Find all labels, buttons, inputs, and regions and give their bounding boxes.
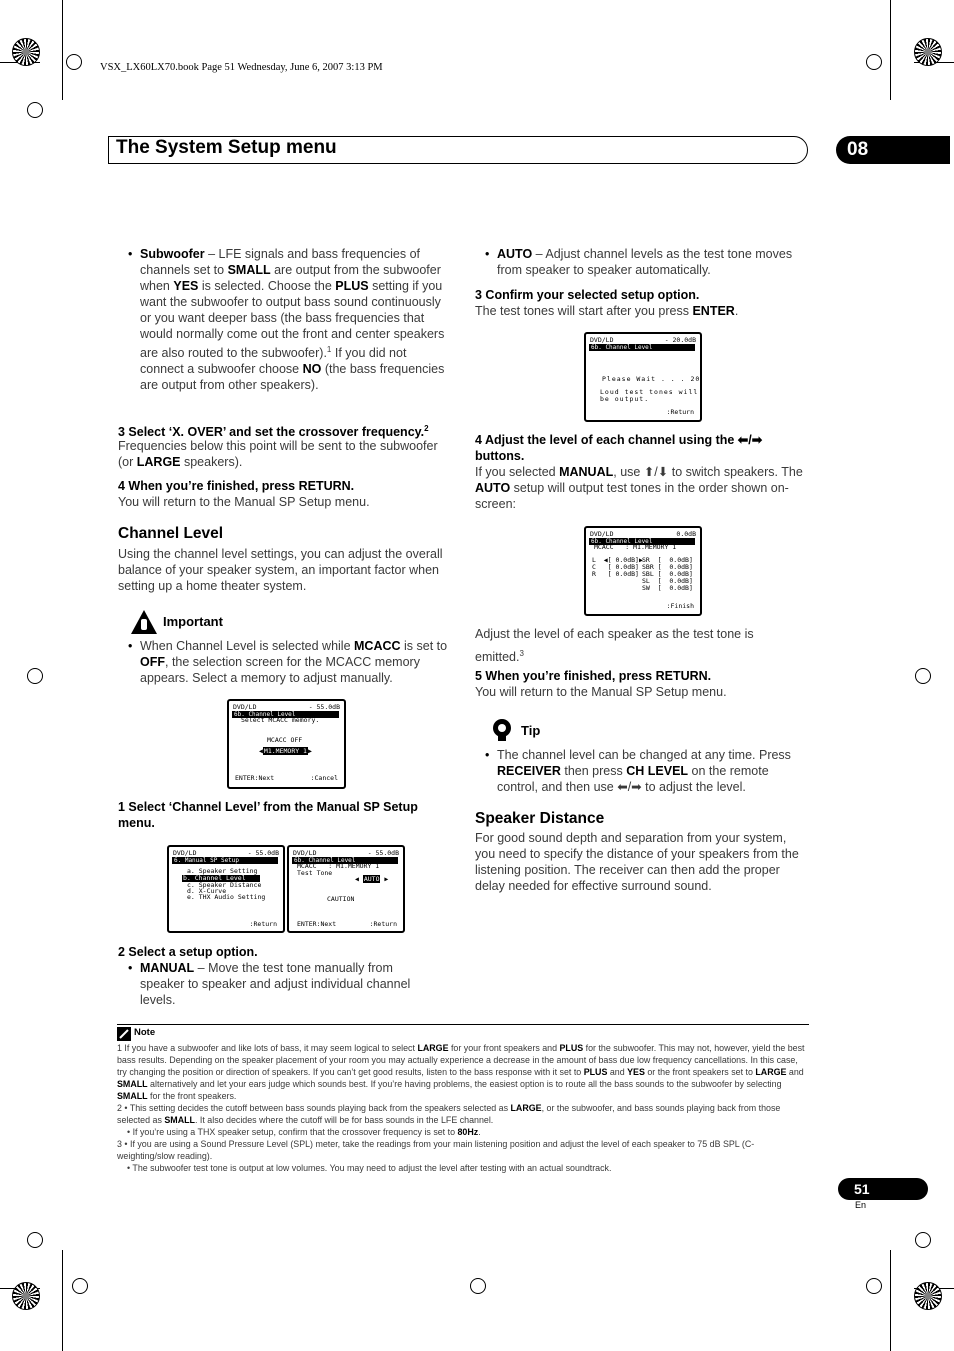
osd-test-tone-screen xyxy=(287,845,405,933)
osd-selected: AUTO xyxy=(363,875,380,883)
step-3-heading: 3 Confirm your selected setup option. xyxy=(475,288,700,302)
footnote-ref: 1 xyxy=(326,345,332,354)
osd-line: MCACC : M1.MEMORY 1 xyxy=(297,862,380,870)
term: SMALL xyxy=(117,1091,148,1101)
footnote-2 xyxy=(117,1102,809,1126)
text: , or the subwoofer, and bass sounds playing back from those selected as xyxy=(117,1103,781,1125)
text: . xyxy=(734,304,739,318)
text: If you did not connect a subwoofer choose xyxy=(140,346,407,377)
crosshair-icon xyxy=(72,1278,88,1294)
osd-source: DVD/LD xyxy=(590,530,614,538)
term: SMALL xyxy=(164,1115,195,1125)
osd-channel-row: SR [ 0.0dB] xyxy=(642,556,693,564)
term: PLUS xyxy=(559,1043,584,1053)
step-3-text xyxy=(475,303,738,319)
chapter-number: 08 xyxy=(836,136,950,164)
registration-target-icon xyxy=(914,38,942,66)
term: SMALL xyxy=(117,1079,148,1089)
text: speakers). xyxy=(180,455,243,469)
osd-level: - 55.0dB xyxy=(247,849,279,857)
text: are output from the subwoofer when xyxy=(140,263,441,293)
important-bullet xyxy=(140,638,452,686)
step-5-text: You will return to the Manual SP Setup menu. xyxy=(475,685,727,699)
registration-target-icon xyxy=(12,38,40,66)
page-number: 51 xyxy=(838,1178,928,1200)
note-pencil-icon xyxy=(117,1027,131,1041)
step-4-text xyxy=(475,464,809,512)
text: for the front speakers. xyxy=(147,1091,237,1101)
osd-channel-row: SL [ 0.0dB] xyxy=(642,577,693,585)
osd-channel-row: C [ 0.0dB] xyxy=(592,563,639,571)
text: 2 • This setting decides the cutoff between bass sounds playing back from the speakers selected as xyxy=(117,1103,511,1113)
tip-bullet xyxy=(497,747,809,795)
term: LARGE xyxy=(136,455,181,469)
adjust-text xyxy=(475,624,795,667)
text: . It also decides where the cutoff will be for bass sounds in the LFE channel. xyxy=(194,1115,494,1125)
text: , use ⬆/⬇ to switch speakers. The xyxy=(613,465,803,479)
term: AUTO xyxy=(497,247,533,261)
osd-line: :Finish xyxy=(666,602,694,610)
page-title: The System Setup menu xyxy=(116,137,337,158)
footnote-1 xyxy=(117,1042,809,1102)
text: 3 Select ‘X. OVER’ and set the crossover frequency. xyxy=(118,425,425,440)
text: The test tones will start after you press xyxy=(475,304,693,318)
term: OFF xyxy=(140,655,165,669)
text: • If you’re using a THX speaker setup, confirm that the crossover frequency is set to xyxy=(127,1127,458,1137)
osd-menu-item-selected: b. Channel Level xyxy=(182,875,260,882)
text: is set to xyxy=(400,639,448,653)
osd-line: :Cancel xyxy=(310,774,338,782)
osd-line: Please Wait . . . 20 xyxy=(602,375,701,383)
important-label: Important xyxy=(163,614,223,629)
crop-mark xyxy=(62,1250,63,1351)
text: – Move the test tone manually from speaker to speaker and adjust individual channel levels. xyxy=(140,961,411,1007)
osd-title-bar: 6b. Channel Level xyxy=(589,538,695,545)
osd-line: Select MCACC memory. xyxy=(241,716,320,724)
footnote-3b: • The subwoofer test tone is output at low volumes. You may need to adjust the level after testing with an actual soundtrack. xyxy=(127,1163,612,1173)
crosshair-icon xyxy=(27,102,43,118)
osd-level: - 55.0dB xyxy=(367,849,399,857)
footnote-3: 3 • If you are using a Sound Pressure Level (SPL) meter, take the readings from your main listening position and adjust the level of each speaker to 75 dB SPL (C-weighting/slow reading). xyxy=(117,1139,755,1161)
osd-please-wait-screen xyxy=(584,332,702,422)
step-1-heading: 1 Select ‘Channel Level’ from the Manual SP Setup menu. xyxy=(118,800,418,830)
crosshair-icon xyxy=(866,54,882,70)
tip-label: Tip xyxy=(521,723,541,738)
text: buttons. xyxy=(475,449,525,463)
term: MANUAL xyxy=(140,961,195,975)
osd-line: MCACC OFF xyxy=(267,736,303,744)
term: MANUAL xyxy=(559,465,614,479)
text: – LFE signals and bass frequencies of channels set to xyxy=(140,247,420,277)
footnote-2b xyxy=(127,1126,809,1138)
osd-menu-item: e. THX Audio Setting xyxy=(187,893,266,901)
text: on the remote control, and then use ⬅/➡ to adjust the level. xyxy=(497,764,769,794)
speaker-distance-heading: Speaker Distance xyxy=(475,810,605,827)
crosshair-icon xyxy=(27,1232,43,1248)
crosshair-icon xyxy=(66,54,82,70)
term: ENTER xyxy=(692,304,735,318)
osd-auto-selector: ◀ AUTO ▶ xyxy=(355,875,389,883)
osd-mcacc-select-screen xyxy=(227,699,346,789)
auto-bullet xyxy=(497,246,809,278)
step-3-text xyxy=(118,438,454,470)
osd-line: Loud test tones will xyxy=(600,388,699,396)
crosshair-icon xyxy=(915,1232,931,1248)
osd-level: - 55.0dB xyxy=(308,703,340,711)
crosshair-icon xyxy=(27,668,43,684)
osd-level: - 20.0dB xyxy=(664,336,696,344)
footnote-ref: 2 xyxy=(424,424,429,433)
text: . xyxy=(478,1127,481,1137)
note-label: Note xyxy=(134,1027,156,1038)
osd-title-bar: 6b. Channel Level xyxy=(589,344,695,351)
crop-mark xyxy=(890,0,891,100)
osd-title-bar: 6. Manual SP Setup xyxy=(172,857,278,864)
footnote-ref: 3 xyxy=(519,649,524,658)
term: NO xyxy=(302,362,322,377)
term: PLUS xyxy=(583,1067,608,1077)
osd-line: MCACC : M1.MEMORY 1 xyxy=(594,543,677,551)
osd-menu-item: c. Speaker Distance xyxy=(187,881,262,889)
text: Adjust the level of each speaker as the test tone is emitted. xyxy=(475,627,754,665)
text: for the subwoofer. This may not, however, yield the best bass results. Depending on the speaker placement of your room you may actually experience a decrease in the amount of bass due low frequency cancellations. In this case, try changing the position or direction of speakers. If you can’t get good results, listen to the bass response with it set to xyxy=(117,1043,805,1077)
osd-line: be output. xyxy=(600,395,650,403)
channel-level-heading: Channel Level xyxy=(118,525,224,542)
osd-source: DVD/LD xyxy=(173,849,197,857)
registration-target-icon xyxy=(914,1282,942,1310)
text: Frequencies below this point will be sent to the subwoofer (or xyxy=(118,439,438,469)
notes-divider xyxy=(117,1024,809,1025)
lightbulb-icon xyxy=(489,717,515,743)
channel-level-text: Using the channel level settings, you can adjust the overall balance of your speaker system, an important factor when setting up a home theater system. xyxy=(118,547,443,593)
text: and xyxy=(786,1067,804,1077)
osd-selected: M1.MEMORY 1 xyxy=(263,747,307,755)
term: 80Hz xyxy=(457,1127,479,1137)
step-2-heading: 2 Select a setup option. xyxy=(118,945,258,959)
text: is selected. Choose the xyxy=(198,279,336,293)
osd-channel-row: SBL [ 0.0dB] xyxy=(642,570,693,578)
text: 4 Adjust the level of each channel using the ⬅/➡ xyxy=(475,433,763,447)
osd-line: :Return xyxy=(249,920,277,928)
osd-line: ENTER:Next xyxy=(235,774,275,782)
osd-memory-selector: ◀M1.MEMORY 1▶ xyxy=(259,747,312,755)
osd-line: :Return xyxy=(369,920,397,928)
registration-target-icon xyxy=(12,1282,40,1310)
term: LARGE xyxy=(417,1043,449,1053)
step-5-heading: 5 When you’re finished, press RETURN. xyxy=(475,669,712,683)
osd-channel-levels-screen xyxy=(584,526,702,616)
text: and xyxy=(607,1067,628,1077)
term: YES xyxy=(173,279,199,293)
text: setting if you want the subwoofer to output bass sound continuously or you want deeper bass (the bass frequencies that would normally come out the front and center speakers are also routed to the subwoofer). xyxy=(140,279,445,361)
term: CH LEVEL xyxy=(626,764,689,778)
osd-line: :Return xyxy=(666,408,694,416)
term: MCACC xyxy=(354,639,401,653)
osd-line: ENTER:Next xyxy=(297,920,337,928)
term: AUTO xyxy=(475,481,511,495)
crop-mark xyxy=(890,1250,891,1351)
text: (the bass frequencies are output from other speakers). xyxy=(140,362,445,393)
language-label: En xyxy=(855,1200,867,1210)
text: If you selected xyxy=(475,465,560,479)
term: SMALL xyxy=(227,263,271,277)
step-4-text: You will return to the Manual SP Setup menu. xyxy=(118,495,370,509)
osd-source: DVD/LD xyxy=(590,336,614,344)
text: 1 If you have a subwoofer and like lots of bass, it may seem logical to select xyxy=(117,1043,418,1053)
osd-channel-row: R [ 0.0dB] xyxy=(592,570,639,578)
osd-level: 0.0dB xyxy=(676,530,696,538)
crosshair-icon xyxy=(866,1278,882,1294)
text: or the front speakers set to xyxy=(644,1067,756,1077)
osd-channel-row: SW [ 0.0dB] xyxy=(642,584,693,592)
crosshair-icon xyxy=(915,668,931,684)
term: PLUS xyxy=(335,279,369,293)
print-header: VSX_LX60LX70.book Page 51 Wednesday, June 6, 2007 3:13 PM xyxy=(100,62,383,73)
osd-title-bar: 6b. Channel Level xyxy=(292,857,398,864)
term: LARGE xyxy=(510,1103,542,1113)
osd-line: CAUTION xyxy=(327,895,355,903)
osd-title-bar: 6b. Channel Level xyxy=(232,711,339,718)
osd-manual-sp-setup-screen xyxy=(167,845,285,933)
crop-mark xyxy=(62,0,63,100)
osd-menu-item: d. X-Curve xyxy=(187,887,227,895)
text: for your front speakers and xyxy=(448,1043,560,1053)
term-subwoofer: Subwoofer xyxy=(140,247,205,261)
term: YES xyxy=(627,1067,645,1077)
term: LARGE xyxy=(755,1067,787,1077)
step-4-heading: 4 When you’re finished, press RETURN. xyxy=(118,479,355,493)
osd-menu-item: a. Speaker Setting xyxy=(187,867,258,875)
text: – Adjust channel levels as the test tone moves from speaker to speaker automatically. xyxy=(497,247,793,277)
text: alternatively and let your ears judge which sounds best. If you’re having problems, the easiest option is to route all the bass sounds to the subwoofer by selecting xyxy=(147,1079,782,1089)
osd-source: DVD/LD xyxy=(293,849,317,857)
crosshair-icon xyxy=(470,1278,486,1294)
text: When Channel Level is selected while xyxy=(140,639,355,653)
text: setup will output test tones in the order shown on-screen: xyxy=(475,481,789,511)
step-4-heading xyxy=(475,432,805,464)
osd-channel-row: SBR [ 0.0dB] xyxy=(642,563,693,571)
text: then press xyxy=(560,764,627,778)
text: The channel level can be changed at any time. Press xyxy=(497,748,791,762)
text: , the selection screen for the MCACC memory appears. Select a memory to adjust manually. xyxy=(140,655,420,685)
speaker-distance-text: For good sound depth and separation from your system, you need to specify the distance of your speakers from the listening position. The receiver can then add the proper delay needed for effective surround sound. xyxy=(475,831,799,893)
subwoofer-bullet xyxy=(140,246,452,393)
osd-line: Test Tone xyxy=(297,869,333,877)
term: RECEIVER xyxy=(497,764,561,778)
warning-hand-icon xyxy=(130,609,158,635)
manual-bullet xyxy=(140,960,440,1008)
osd-channel-row: L ◀[ 0.0dB]▶ xyxy=(592,556,643,564)
osd-source: DVD/LD xyxy=(233,703,257,711)
